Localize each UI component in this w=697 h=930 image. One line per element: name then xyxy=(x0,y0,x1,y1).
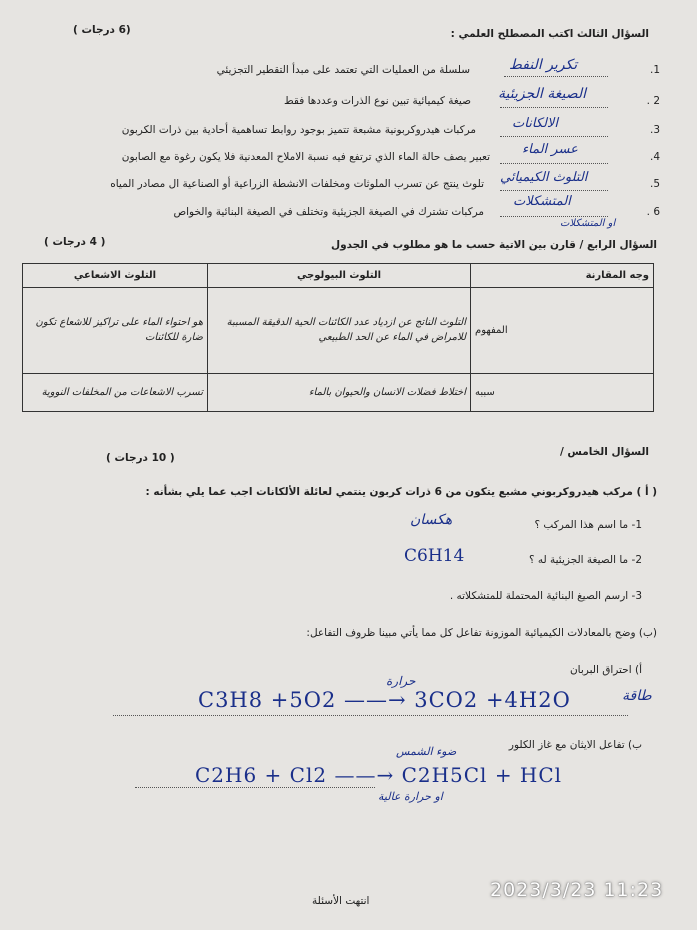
q5-title: السؤال الخامس / xyxy=(559,446,649,458)
q3-answer-5: التلوث الكيميائي xyxy=(500,170,588,185)
q5-a1-question: 1- ما اسم هذا المركب ؟ xyxy=(534,519,642,531)
q3-answer-6: المتشكلات xyxy=(513,194,571,209)
table-header-row xyxy=(23,264,654,288)
comparison-table xyxy=(22,263,654,412)
exam-sheet: (6 درجات ) السؤال الثالث اكتب المصطلح العلمي : 1. سلسلة من العمليات التي تعتمد على مبدأ التقطير التجزيئي تكرير النفط 2 . صيغة كيميائية تبين نوع الذرات وعددها فقط الصيغة الجزيئية 3. مركبات هيدروكربونية مشبعة تتميز بوجود روابط تساهمية أحادية بين ذرات الكربون الالكانات 4. تعبير يصف حالة الماء الذي ترتفع فيه نسبة الاملاح المعدنية فلا يكون رغوة مع الصابون عسر الماء 5. تلوث ينتج عن تسرب الملوثات ومخلفات الانشطة الزراعية أو الصناعية ال مصادر المياه التلوث الكيميائي 6 . مركبات تشترك في الصيغة الجزيئية وتختلف في الصيغة البنائية والخواص المتشكلات او المتشكلات السؤال الرابع / قارن بين الاتية حسب ما هو مطلوب في الجدول ( 4 درجات ) التلوث الاشعاعي التلوث البيولوجي وجه المقارنة هو احتواء الماء على تراكيز للاشعاع تكون ضارة للكائنات التلوث الناتج عن ازدياد عدد الكائنات الحية الدقيقة المسببة للامراض في الماء عن الحد الطبيعي المفهوم تسرب الاشعاعات من المخلفات النووية اختلاط فضلات الانسان والحيوان بالماء سببه السؤال الخامس / ( 10 درجات ) ( أ ) مركب هيدروكربوني مشبع يتكون من 6 ذرات كربون ينتمي لعائلة الألكانات اجب عما يلي بشأنه : 1- ما اسم هذا المركب ؟ هكسان 2- ما الصيغة الجزيئية له ؟ C6H14 3- ارسم الصيغ البنائية المحتملة للمتشكلاته . (ب) وضح بالمعادلات الكيميائية الموزونة تفاعل كل مما يأتي مبينا ظروف التفاعل: أ) احتراق البربان حرارة C3H8 +5O2 ——→ 3CO2 +4H2O طاقة ب) تفاعل الايثان مع غاز الكلور ضوء الشمس C2H6 + Cl2 ——→ C2H5Cl + HCl او حرارة عالية انتهت الأسئلة 2023/3/23 11:23 xyxy=(0,0,697,930)
table-header-bio: التلوث البيولوجي xyxy=(208,264,471,288)
q3-item-2-text: صيغة كيميائية تبين نوع الذرات وعددها فقط xyxy=(283,95,471,107)
q3-item-6-text: مركبات تشترك في الصيغة الجزيئية وتختلف في الصيغة البنائية والخواص xyxy=(173,206,484,218)
q5-b1-extra: طاقة xyxy=(622,688,652,704)
row-label-cause: سببه xyxy=(471,373,654,411)
cell-bio-concept: التلوث الناتج عن ازدياد عدد الكائنات الحية الدقيقة المسببة للامراض في الماء عن الحد الطبيعي xyxy=(208,288,471,374)
table-header-rad: التلوث الاشعاعي xyxy=(23,264,208,288)
q5-b2-condition-bottom: او حرارة عالية xyxy=(378,790,443,803)
q5-b1-condition: حرارة xyxy=(386,674,416,688)
cell-bio-cause: اختلاط فضلات الانسان والحيوان بالماء xyxy=(208,373,471,411)
q3-item-5-text: تلوث ينتج عن تسرب الملوثات ومخلفات الانشطة الزراعية أو الصناعية ال مصادر المياه xyxy=(110,178,484,190)
q4-grade: ( 4 درجات ) xyxy=(44,236,106,248)
q5-b2-equation: C2H6 + Cl2 ——→ C2H5Cl + HCl xyxy=(195,763,563,787)
q3-answer-3: الالكانات xyxy=(512,116,558,131)
q5-a2-question: 2- ما الصيغة الجزيئية له ؟ xyxy=(528,554,642,566)
q3-answer-1: تكرير النفط xyxy=(509,57,578,73)
q5-b2-condition-top: ضوء الشمس xyxy=(396,745,457,758)
end-of-questions: انتهت الأسئلة xyxy=(312,895,370,907)
q5-b2-question: ب) تفاعل الايثان مع غاز الكلور xyxy=(508,739,642,751)
q4-title: السؤال الرابع / قارن بين الاتية حسب ما هو مطلوب في الجدول xyxy=(330,239,657,251)
q3-answer-6-extra: او المتشكلات xyxy=(560,218,616,229)
q5-part-b: (ب) وضح بالمعادلات الكيميائية الموزونة تفاعل كل مما يأتي مبينا ظروف التفاعل: xyxy=(306,627,657,639)
q5-a3-question: 3- ارسم الصيغ البنائية المحتملة للمتشكلاته . xyxy=(449,590,642,602)
q3-title: السؤال الثالث اكتب المصطلح العلمي : xyxy=(450,28,649,40)
cell-rad-cause: تسرب الاشعاعات من المخلفات النووية xyxy=(23,373,208,411)
q5-a1-answer: هكسان xyxy=(410,512,453,528)
q5-a2-answer: C6H14 xyxy=(404,546,465,566)
q3-answer-4: عسر الماء xyxy=(522,142,578,157)
timestamp: 2023/3/23 11:23 xyxy=(490,879,664,901)
q3-item-3-text: مركبات هيدروكربونية مشبعة تتميز بوجود روابط تساهمية أحادية بين ذرات الكربون xyxy=(121,124,476,136)
table-row xyxy=(23,373,654,411)
q5-grade: ( 10 درجات ) xyxy=(106,452,175,464)
table-row xyxy=(23,288,654,374)
table-header-aspect: وجه المقارنة xyxy=(471,264,654,288)
q5-b1-question: أ) احتراق البربان xyxy=(569,664,642,676)
q3-grade: (6 درجات ) xyxy=(73,24,131,36)
q3-item-4-text: تعبير يصف حالة الماء الذي ترتفع فيه نسبة الاملاح المعدنية فلا يكون رغوة مع الصابون xyxy=(121,151,490,163)
q5-part-a: ( أ ) مركب هيدروكربوني مشبع يتكون من 6 ذرات كربون ينتمي لعائلة الألكانات اجب عما يلي بشأنه : xyxy=(145,486,657,498)
row-label-concept: المفهوم xyxy=(471,288,654,374)
q3-item-1-text: سلسلة من العمليات التي تعتمد على مبدأ التقطير التجزيئي xyxy=(216,64,470,76)
q5-b1-equation: C3H8 +5O2 ——→ 3CO2 +4H2O xyxy=(198,688,571,712)
cell-rad-concept: هو احتواء الماء على تراكيز للاشعاع تكون ضارة للكائنات xyxy=(23,288,208,374)
q3-answer-2: الصيغة الجزيئية xyxy=(498,86,586,102)
